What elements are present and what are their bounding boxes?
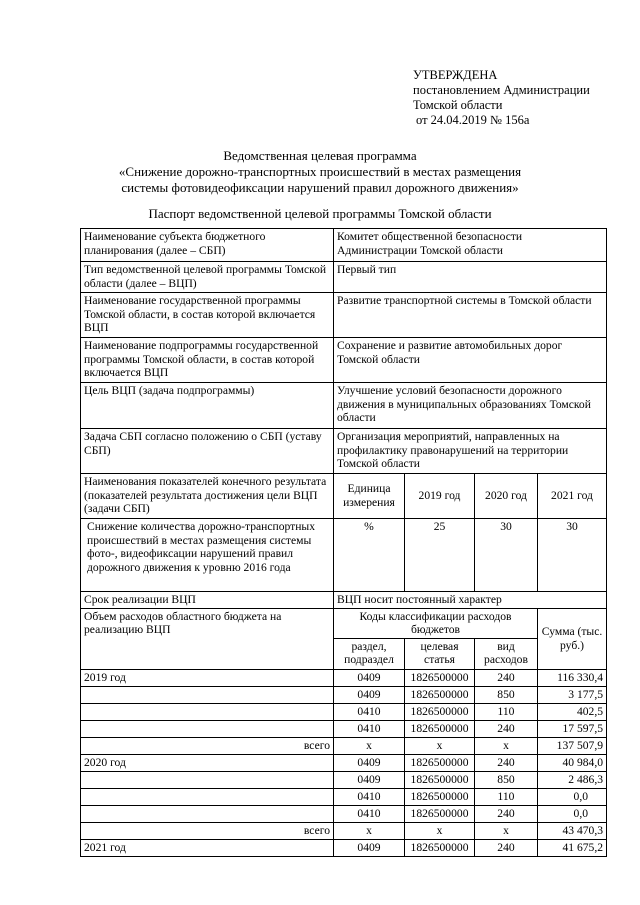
budget-cell: x xyxy=(475,737,538,754)
total-label: всего xyxy=(81,737,334,754)
heading-line: Ведомственная целевая программа xyxy=(223,148,417,163)
budget-cell: 0409 xyxy=(334,839,405,856)
row-value: Первый тип xyxy=(334,262,607,293)
budget-cell: 240 xyxy=(475,754,538,771)
budget-total-row xyxy=(81,737,607,754)
budget-total-sum: 43 470,3 xyxy=(538,822,607,839)
budget-cell: x xyxy=(405,822,475,839)
budget-total-sum: 137 507,9 xyxy=(538,737,607,754)
budget-label: Объем расходов областного бюджета на реализацию ВЦП xyxy=(81,608,334,669)
budget-empty xyxy=(81,703,334,720)
heading-line: системы фотовидеофиксации нарушений правил дорожного движения» xyxy=(121,180,519,195)
row-label: Наименование субъекта бюджетного планирования (далее – СБП) xyxy=(81,229,334,262)
approval-line: УТВЕРЖДЕНА xyxy=(413,68,498,82)
indicator-value: 30 xyxy=(538,519,607,592)
budget-cell: 0409 xyxy=(334,771,405,788)
passport-table xyxy=(80,228,607,857)
row-value: Организация мероприятий, направленных на профилактику правонарушений на территории Томской области xyxy=(334,429,607,474)
indicator-value: 30 xyxy=(475,519,538,592)
col-target-header: целевая статья xyxy=(405,638,475,669)
budget-cell: 1826500000 xyxy=(405,839,475,856)
budget-cell: 110 xyxy=(475,703,538,720)
budget-cell: 1826500000 xyxy=(405,805,475,822)
row-label: Наименование подпрограммы государственной программы Томской области, в состав которой включается ВЦП xyxy=(81,338,334,383)
budget-row xyxy=(81,669,607,686)
budget-year: 2021 год xyxy=(81,839,334,856)
budget-cell: 850 xyxy=(475,771,538,788)
budget-cell: 0410 xyxy=(334,805,405,822)
budget-year: 2020 год xyxy=(81,754,334,771)
total-label: всего xyxy=(81,822,334,839)
row-value: Улучшение условий безопасности дорожного движения в муниципальных образованиях Томской области xyxy=(334,383,607,429)
budget-cell: 1826500000 xyxy=(405,754,475,771)
approval-line: Томской области xyxy=(413,98,503,112)
row-label: Тип ведомственной целевой программы Томской области (далее – ВЦП) xyxy=(81,262,334,293)
budget-sum: 3 177,5 xyxy=(538,686,607,703)
budget-cell: 240 xyxy=(475,839,538,856)
indicators-header-row xyxy=(81,474,607,519)
budget-cell: 1826500000 xyxy=(405,788,475,805)
indicators-label: Наименования показателей конечного результата (показателей результата достижения цели ВЦП (задачи СБП) xyxy=(81,474,334,519)
budget-row xyxy=(81,703,607,720)
budget-row xyxy=(81,839,607,856)
budget-cell: 0409 xyxy=(334,669,405,686)
budget-sum: 0,0 xyxy=(538,788,607,805)
budget-sum: 116 330,4 xyxy=(538,669,607,686)
row-value: Развитие транспортной системы в Томской области xyxy=(334,293,607,338)
budget-row xyxy=(81,805,607,822)
col-section-header: раздел, подраздел xyxy=(334,638,405,669)
indicator-row xyxy=(81,519,607,592)
year-header: 2019 год xyxy=(405,474,475,519)
budget-cell: 1826500000 xyxy=(405,669,475,686)
table-row xyxy=(81,293,607,338)
budget-cell: 1826500000 xyxy=(405,771,475,788)
indicator-value: 25 xyxy=(405,519,475,592)
year-header: 2020 год xyxy=(475,474,538,519)
indicator-unit: % xyxy=(334,519,405,592)
table-row xyxy=(81,429,607,474)
term-row xyxy=(81,592,607,609)
budget-cell: 240 xyxy=(475,669,538,686)
budget-sum: 40 984,0 xyxy=(538,754,607,771)
budget-row xyxy=(81,686,607,703)
budget-cell: x xyxy=(334,737,405,754)
budget-empty xyxy=(81,788,334,805)
budget-cell: 1826500000 xyxy=(405,703,475,720)
budget-cell: x xyxy=(475,822,538,839)
table-row xyxy=(81,262,607,293)
budget-cell: 240 xyxy=(475,720,538,737)
budget-cell: 0410 xyxy=(334,703,405,720)
unit-header: Единица измерения xyxy=(334,474,405,519)
budget-total-row xyxy=(81,822,607,839)
budget-cell: 110 xyxy=(475,788,538,805)
budget-year: 2019 год xyxy=(81,669,334,686)
budget-cell: x xyxy=(334,822,405,839)
budget-sum: 41 675,2 xyxy=(538,839,607,856)
approval-stamp xyxy=(413,68,590,128)
budget-sum: 2 486,3 xyxy=(538,771,607,788)
row-value: Сохранение и развитие автомобильных дорог Томской области xyxy=(334,338,607,383)
budget-row xyxy=(81,771,607,788)
budget-cell: x xyxy=(405,737,475,754)
row-label: Задача СБП согласно положению о СБП (уставу СБП) xyxy=(81,429,334,474)
budget-row xyxy=(81,720,607,737)
table-row xyxy=(81,338,607,383)
col-type-header: вид расходов xyxy=(475,638,538,669)
table-row xyxy=(81,229,607,262)
budget-cell: 850 xyxy=(475,686,538,703)
heading-line: «Снижение дорожно-транспортных происшествий в местах размещения xyxy=(118,164,522,179)
program-heading xyxy=(0,148,640,196)
budget-empty xyxy=(81,771,334,788)
budget-cell: 1826500000 xyxy=(405,686,475,703)
budget-header-row xyxy=(81,608,607,638)
budget-sum: 17 597,5 xyxy=(538,720,607,737)
budget-empty xyxy=(81,686,334,703)
approval-line: от 24.04.2019 № 156а xyxy=(416,113,530,127)
budget-sum: 0,0 xyxy=(538,805,607,822)
budget-row xyxy=(81,788,607,805)
year-header: 2021 год xyxy=(538,474,607,519)
budget-cell: 0410 xyxy=(334,720,405,737)
codes-header: Коды классификации расходов бюджетов xyxy=(334,608,538,638)
budget-cell: 0409 xyxy=(334,754,405,771)
row-label: Цель ВЦП (задача подпрограммы) xyxy=(81,383,334,429)
budget-empty xyxy=(81,805,334,822)
budget-cell: 0410 xyxy=(334,788,405,805)
budget-cell: 240 xyxy=(475,805,538,822)
budget-sum: 402,5 xyxy=(538,703,607,720)
budget-cell: 1826500000 xyxy=(405,720,475,737)
sum-header: Сумма (тыс. руб.) xyxy=(538,608,607,669)
approval-line: постановлением Администрации xyxy=(413,83,590,97)
indicator-name: Снижение количества дорожно-транспортных происшествий в местах размещения системы фото-, видеофиксации нарушений правил дорожного движения к уровню 2016 года xyxy=(81,519,334,592)
table-row xyxy=(81,383,607,429)
term-label: Срок реализации ВЦП xyxy=(81,592,334,609)
budget-empty xyxy=(81,720,334,737)
term-value: ВЦП носит постоянный характер xyxy=(334,592,607,609)
passport-title: Паспорт ведомственной целевой программы Томской области xyxy=(148,206,492,221)
row-label: Наименование государственной программы Томской области, в состав которой включается ВЦП xyxy=(81,293,334,338)
row-value: Комитет общественной безопасности Администрации Томской области xyxy=(334,229,607,262)
budget-row xyxy=(81,754,607,771)
budget-cell: 0409 xyxy=(334,686,405,703)
